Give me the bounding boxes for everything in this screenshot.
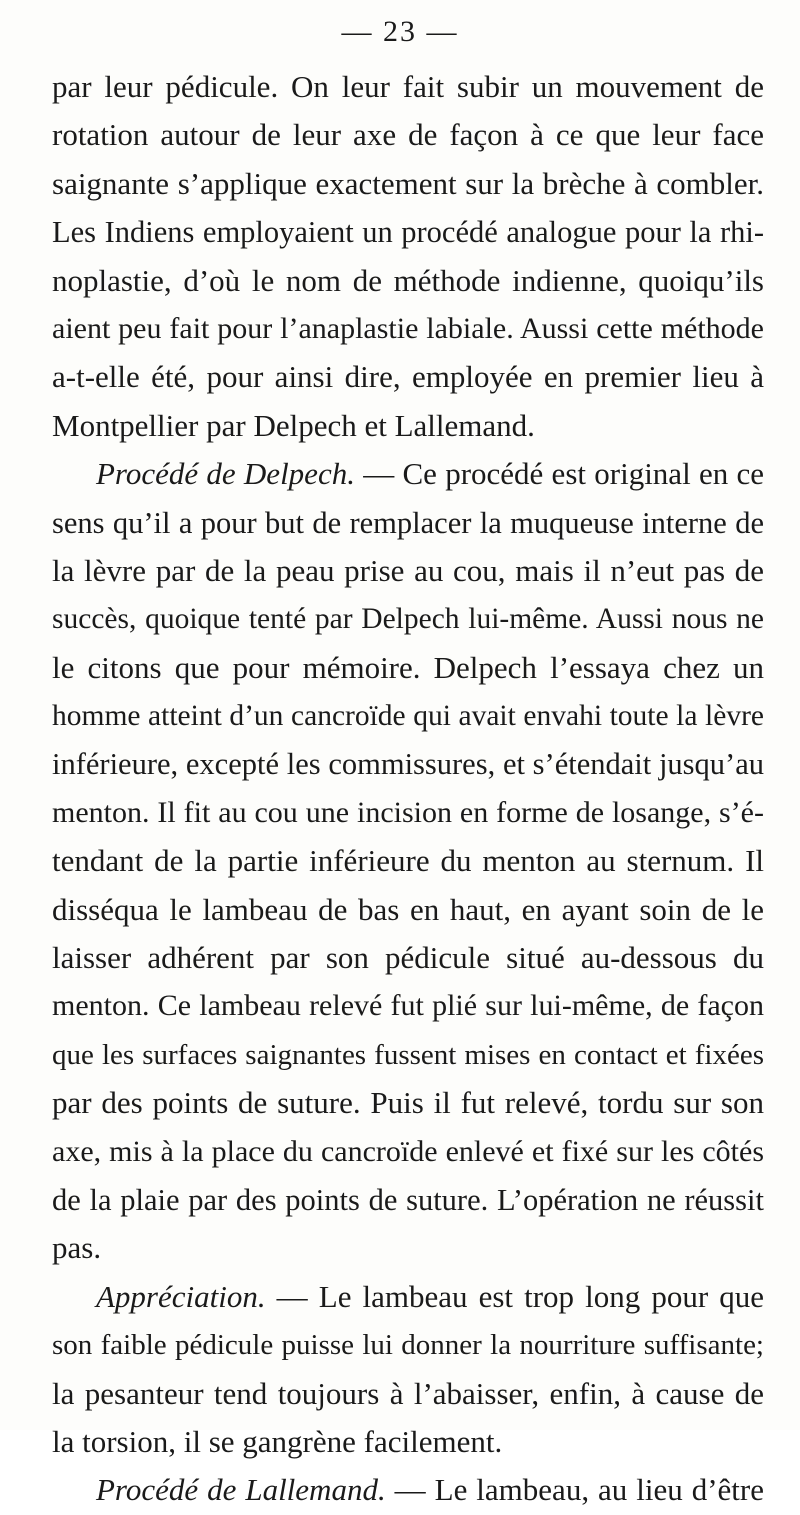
text-line (52, 837, 764, 885)
text-line (52, 1321, 764, 1369)
text-line (52, 547, 764, 595)
text-segment: saignante s’applique exactement sur la brèche à combler. (52, 165, 764, 201)
text-line (52, 499, 764, 547)
text-segment: son faible pédicule puisse lui donner la nourriture suffisante; (52, 1329, 764, 1362)
section-heading: Procédé de Delpech. (96, 456, 355, 492)
text-segment: sens qu’il a pour but de remplacer la muqueuse interne de (52, 505, 764, 540)
text-segment: homme atteint d’un cancroïde qui avait envahi toute la lèvre (52, 700, 764, 733)
text-line (52, 1370, 764, 1418)
text-segment: disséqua le lambeau de bas en haut, en ayant soin de le (52, 891, 764, 927)
text-line (52, 450, 764, 498)
text-segment: — Ce procédé est original en ce (354, 456, 764, 492)
text-line (52, 1031, 764, 1079)
text-line (52, 692, 764, 740)
text-line (52, 257, 764, 305)
text-line (52, 740, 764, 788)
text-segment: le citons que pour mémoire. Delpech l’essaya chez un (52, 649, 764, 685)
text-line (52, 1128, 764, 1176)
body-text (52, 63, 764, 1515)
text-line (52, 111, 764, 159)
text-segment: de la plaie par des points de suture. L’opération ne réussit (52, 1182, 764, 1217)
text-line (52, 1224, 764, 1272)
text-line (52, 982, 764, 1030)
text-segment: laisser adhérent par son pédicule situé au-dessous du (52, 940, 764, 976)
text-segment: rotation autour de leur axe de façon à ce que leur face (52, 117, 764, 153)
text-segment: axe, mis à la place du cancroïde enlevé et fixé sur les côtés (52, 1134, 764, 1168)
text-segment: par leur pédicule. On leur fait subir un mouvement de (52, 69, 764, 104)
text-line (52, 353, 764, 401)
text-line (52, 1079, 764, 1127)
text-segment: pas. (52, 1230, 102, 1266)
text-segment: inférieure, excepté les commissures, et s’étendait jusqu’au (52, 747, 764, 782)
text-segment: — Le lambeau est trop long pour que (265, 1278, 764, 1314)
text-segment: la lèvre par de la peau prise au cou, mais il n’eut pas de (52, 552, 764, 588)
text-segment: Montpellier par Delpech et Lallemand. (52, 407, 535, 443)
text-line (52, 402, 764, 450)
text-segment: menton. Ce lambeau relevé fut plié sur lui-même, de façon (52, 989, 764, 1023)
text-line (52, 160, 764, 208)
text-segment: la pesanteur tend toujours à l’abaisser, enfin, à cause de (52, 1375, 764, 1411)
text-line (52, 886, 764, 934)
text-line (52, 934, 764, 982)
text-segment: Les Indiens employaient un procédé analogue pour la rhi- (52, 215, 764, 250)
text-line (52, 1176, 764, 1224)
text-segment: tendant de la partie inférieure du menton au sternum. Il (52, 843, 764, 879)
text-line (52, 644, 764, 692)
text-line (52, 1418, 764, 1466)
text-line (52, 595, 764, 643)
section-heading: Procédé de Lallemand. (96, 1472, 386, 1508)
text-line (52, 1273, 764, 1321)
text-segment: la torsion, il se gangrène facilement. (52, 1423, 503, 1459)
text-line (52, 789, 764, 837)
text-segment: noplastie, d’où le nom de méthode indienne, quoiqu’ils (52, 262, 764, 298)
text-line (52, 305, 764, 353)
section-heading: Appréciation. (96, 1278, 266, 1314)
text-segment: aient peu fait pour l’anaplastie labiale. Aussi cette méthode (52, 311, 764, 345)
text-line (52, 1466, 764, 1514)
text-line (52, 208, 764, 256)
text-segment: par des points de suture. Puis il fut relevé, tordu sur son (52, 1085, 764, 1121)
text-segment: succès, quoique tenté par Delpech lui-même. Aussi nous ne (52, 603, 764, 636)
text-line (52, 63, 764, 111)
text-segment: a-t-elle été, pour ainsi dire, employée en premier lieu à (52, 359, 764, 395)
text-segment: menton. Il fit au cou une incision en forme de losange, s’é- (52, 795, 764, 829)
text-segment: — Le lambeau, au lieu d’être (385, 1472, 764, 1508)
page-number: — 23 — (341, 15, 459, 48)
text-segment: que les surfaces saignantes fussent mises en contact et fixées (52, 1038, 764, 1071)
